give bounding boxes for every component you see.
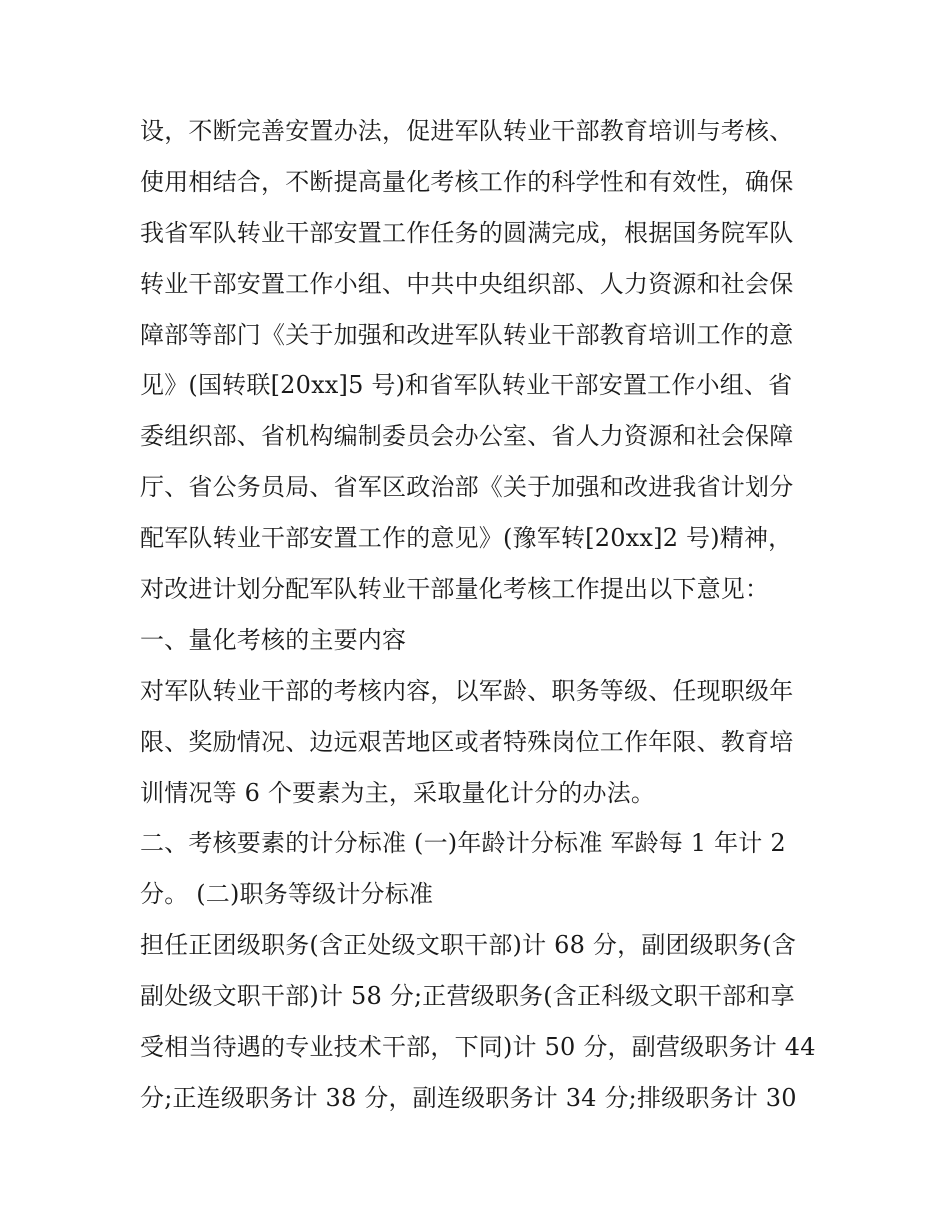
- text-line: 障部等部门《关于加强和改进军队转业干部教育培训工作的意: [140, 320, 794, 349]
- text-line: 分。 (二)职务等级计分标准: [140, 880, 434, 909]
- text-line: 受相当待遇的专业技术干部，下同)计 50 分，副营级职务计 44: [140, 1033, 816, 1062]
- text-line: 副处级文职干部)计 58 分;正营级职务(含正科级文职干部和享: [140, 982, 795, 1011]
- text-line: 限、奖励情况、边远艰苦地区或者特殊岗位工作年限、教育培: [140, 727, 794, 756]
- section-heading: 二、考核要素的计分标准 (一)年龄计分标准 军龄每 1 年计 2: [140, 829, 786, 858]
- text-line: 我省军队转业干部安置工作任务的圆满完成，根据国务院军队: [140, 218, 794, 247]
- text-line: 对改进计划分配军队转业干部量化考核工作提出以下意见：: [140, 575, 770, 604]
- text-line: 设，不断完善安置办法，促进军队转业干部教育培训与考核、: [140, 117, 794, 145]
- text-line: 转业干部安置工作小组、中共中央组织部、人力资源和社会保: [140, 269, 794, 298]
- text-line: 对军队转业干部的考核内容，以军龄、职务等级、任现职级年: [140, 676, 794, 705]
- text-line: 配军队转业干部安置工作的意见》(豫军转[20xx]2 号)精神，: [140, 524, 793, 553]
- text-line: 厅、省公务员局、省军区政治部《关于加强和改进我省计划分: [140, 473, 794, 502]
- text-line: 使用相结合，不断提高量化考核工作的科学性和有效性，确保: [140, 167, 794, 196]
- section-heading: 一、量化考核的主要内容: [140, 625, 407, 654]
- text-line: 担任正团级职务(含正处级文职干部)计 68 分，副团级职务(含: [140, 931, 797, 960]
- text-line: 委组织部、省机构编制委员会办公室、省人力资源和社会保障: [140, 422, 794, 451]
- text-line: 分;正连级职务计 38 分，副连级职务计 34 分;排级职务计 30: [140, 1083, 797, 1112]
- text-line: 见》(国转联[20xx]5 号)和省军队转业干部安置工作小组、省: [140, 371, 793, 400]
- document-body: [140, 106, 830, 1124]
- text-line: 训情况等 6 个要素为主，采取量化计分的办法。: [140, 778, 656, 807]
